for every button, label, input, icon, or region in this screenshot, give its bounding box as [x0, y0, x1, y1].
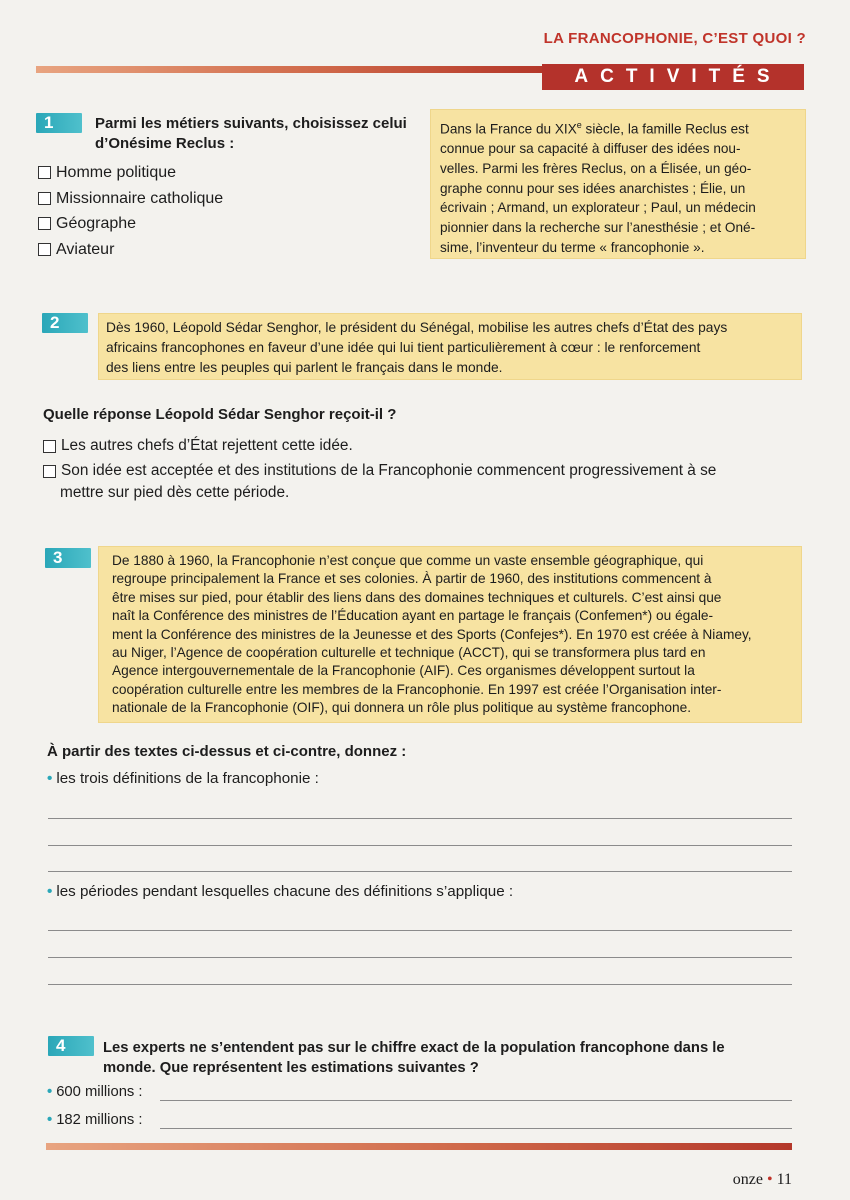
answer-line[interactable]	[160, 1128, 792, 1129]
checkbox[interactable]	[43, 440, 56, 453]
box-line: connue pour sa capacité à diffuser des idées nou-	[440, 141, 741, 157]
answer-line[interactable]	[48, 957, 792, 958]
box-line: nationale de la Francophonie (OIF), qui donnera un rôle plus politique au système francophone.	[112, 700, 692, 716]
option-aviateur[interactable]	[38, 237, 223, 263]
question-line: d’Onésime Reclus :	[95, 135, 235, 152]
box-line: africains francophones en faveur d’une idée qui lui tient particulièrement à cœur : le renforcement	[106, 339, 701, 355]
checkbox[interactable]	[38, 217, 51, 230]
option-rejected[interactable]	[43, 435, 798, 457]
activity2-question: Quelle réponse Léopold Sédar Senghor reçoit-il ?	[43, 406, 397, 423]
box-line: velles. Parmi les frères Reclus, on a Élisée, un géo-	[440, 160, 752, 176]
box-line: ment la Conférence des ministres de la Jeunesse et des Sports (Confejes*). En 1970 est créée à Niamey,	[112, 626, 752, 642]
bullet-dot: •	[47, 883, 53, 900]
option-geographe[interactable]	[38, 211, 223, 237]
option-missionnaire[interactable]	[38, 186, 223, 212]
item-label: 600 millions :	[56, 1084, 143, 1100]
answer-line[interactable]	[48, 845, 792, 846]
folio-dot: •	[766, 1171, 773, 1188]
activity-number-badge: 2	[42, 313, 88, 333]
option-label: Missionnaire catholique	[56, 189, 224, 207]
answer-line[interactable]	[160, 1100, 792, 1101]
reclus-info-box	[430, 109, 806, 259]
page-number: 11	[776, 1171, 792, 1188]
box-line: De 1880 à 1960, la Francophonie n’est conçue que comme un vaste ensemble géographique, qui	[112, 553, 704, 568]
activity4-item1	[47, 1084, 143, 1100]
activity1-options	[38, 160, 223, 262]
box-line: regroupe principalement la France et ses colonies. À partir de 1960, des institutions commencent à	[112, 571, 712, 587]
checkbox[interactable]	[38, 166, 51, 179]
bullet-dot: •	[47, 1112, 53, 1128]
checkbox[interactable]	[43, 465, 56, 478]
box-line: graphe connu pour ses idées anarchistes ; Élie, un	[440, 180, 746, 196]
page-word: onze	[732, 1171, 763, 1188]
option-label: Géographe	[56, 215, 137, 232]
bullet-dot: •	[47, 1084, 53, 1100]
francophonie-history-box	[98, 546, 802, 723]
item-label: 182 millions :	[56, 1112, 143, 1128]
activity4-item2	[47, 1112, 143, 1128]
activity-number-badge: 3	[45, 548, 91, 568]
box-line: être mises sur pied, pour établir des liens dans des domaines techniques et culturels. C’est ainsi que	[112, 589, 722, 605]
activity-number-badge: 4	[48, 1036, 94, 1056]
option-label: Les autres chefs d’État rejettent cette idée.	[61, 437, 353, 454]
bottom-decorative-rule	[46, 1143, 792, 1150]
activity-number-badge: 1	[36, 113, 82, 133]
checkbox[interactable]	[38, 243, 51, 256]
box-line: Agence intergouvernementale de la Francophonie (AIF). Ces organismes développent surtout la	[112, 663, 695, 679]
box-text: siècle, la famille Reclus est	[581, 121, 749, 137]
answer-line[interactable]	[48, 984, 792, 985]
activity3-question: À partir des textes ci-dessus et ci-contre, donnez :	[47, 743, 407, 760]
box-line: écrivain ; Armand, un explorateur ; Paul, un médecin	[440, 200, 756, 216]
answer-line[interactable]	[48, 930, 792, 931]
bullet-dot: •	[47, 770, 53, 787]
box-line: coopération culturelle entre les membres de la Francophonie. En 1997 est créée l’Organisation inter-	[112, 681, 722, 697]
activity4-question	[103, 1038, 725, 1078]
page-folio	[733, 1171, 792, 1189]
box-line: au Niger, l’Agence de coopération culturelle et technique (ACCT), qui se transformera plus tard en	[112, 645, 706, 661]
option-accepted[interactable]	[43, 460, 798, 482]
option-homme-politique[interactable]	[38, 160, 223, 186]
activity1-question	[95, 114, 407, 154]
question-line: monde. Que représentent les estimations suivantes ?	[103, 1060, 479, 1076]
box-line: sime, l’inventeur du terme « francophonie ».	[440, 239, 705, 255]
box-line	[440, 116, 798, 139]
answer-line[interactable]	[48, 818, 792, 819]
box-text: Dans la France du XIX	[440, 121, 577, 137]
option-label: Homme politique	[56, 164, 177, 181]
chapter-title: LA FRANCOPHONIE, C’EST QUOI ?	[543, 30, 806, 47]
top-decorative-rule	[36, 66, 542, 73]
box-line: pionnier dans la recherche sur l’anesthésie ; et Oné-	[440, 220, 756, 236]
item-label: les trois définitions de la francophonie :	[56, 770, 319, 787]
activity3-item1	[47, 770, 319, 787]
option-label-continued: mettre sur pied dès cette période.	[60, 484, 290, 501]
senghor-info-box	[98, 313, 802, 380]
superscript: e	[576, 120, 582, 130]
question-line: Les experts ne s’entendent pas sur le chiffre exact de la population francophone dans le	[103, 1040, 725, 1056]
box-line: Dès 1960, Léopold Sédar Senghor, le président du Sénégal, mobilise les autres chefs d’État des pays	[106, 320, 728, 335]
box-line: des liens entre les peuples qui parlent le français dans le monde.	[106, 359, 503, 375]
activity3-item2	[47, 883, 513, 900]
checkbox[interactable]	[38, 192, 51, 205]
activites-banner: ACTIVITÉS	[542, 64, 804, 90]
question-line: Parmi les métiers suivants, choisissez celui	[95, 115, 407, 132]
option-label: Son idée est acceptée et des institutions de la Francophonie commencent progressivement à se	[61, 462, 717, 479]
item-label: les périodes pendant lesquelles chacune des définitions s’applique :	[56, 883, 514, 900]
option-label: Aviateur	[56, 240, 115, 258]
activity2-options	[43, 435, 798, 504]
box-line: naît la Conférence des ministres de l’Éducation ayant en partage le français (Confemen*) ou égale-	[112, 608, 714, 624]
answer-line[interactable]	[48, 871, 792, 872]
